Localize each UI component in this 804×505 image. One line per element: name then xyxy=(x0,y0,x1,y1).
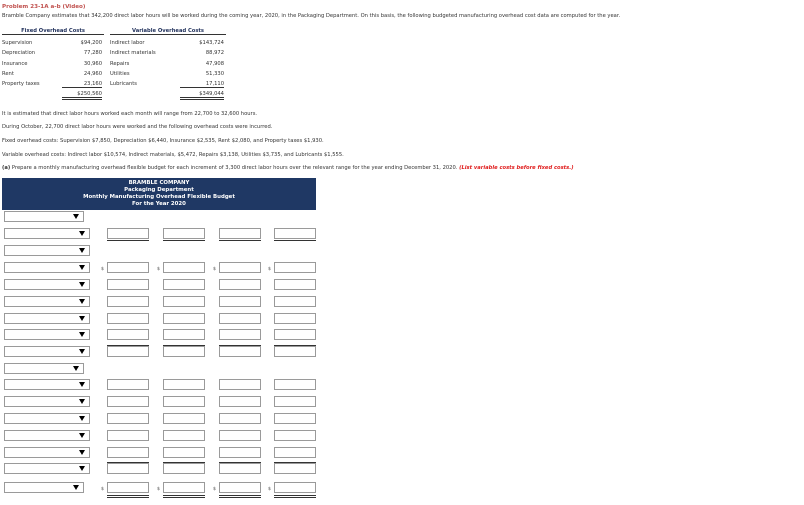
fixed-cost-label: Rent xyxy=(2,71,14,77)
cost-amount-input[interactable] xyxy=(107,313,149,324)
fixed-cost-label: Property taxes xyxy=(2,81,40,87)
chevron-down-icon xyxy=(79,382,85,387)
cost-amount-input[interactable] xyxy=(219,279,261,290)
fixed-cost-value: 23,160 xyxy=(62,81,102,88)
cost-amount-input[interactable] xyxy=(107,447,149,458)
cost-item-select[interactable] xyxy=(4,430,90,441)
underline xyxy=(274,345,316,346)
variable-cost-label: Utilities xyxy=(110,71,130,77)
variable-cost-value: 17,110 xyxy=(180,81,224,88)
cost-amount-input[interactable] xyxy=(274,313,316,324)
total-label-select[interactable] xyxy=(4,482,84,493)
chevron-down-icon xyxy=(79,332,85,337)
variable-cost-value: 51,330 xyxy=(205,71,224,77)
fixed-cost-value: 30,960 xyxy=(83,61,102,67)
chevron-down-icon xyxy=(79,231,85,236)
section-label-select[interactable] xyxy=(4,363,84,374)
fixed-costs-header: Fixed Overhead Costs xyxy=(2,28,104,35)
cost-amount-input[interactable] xyxy=(163,379,205,390)
subtotal-input[interactable] xyxy=(219,463,261,474)
cost-amount-input[interactable] xyxy=(107,430,149,441)
double-underline xyxy=(274,495,316,498)
cost-amount-input[interactable] xyxy=(163,396,205,407)
cost-amount-input[interactable] xyxy=(163,296,205,307)
question-a xyxy=(2,165,574,171)
variable-cost-value: 88,972 xyxy=(205,50,224,56)
underline xyxy=(219,462,261,463)
cost-amount-input[interactable] xyxy=(219,329,261,340)
cost-amount-input[interactable] xyxy=(163,313,205,324)
cost-item-select[interactable] xyxy=(4,379,90,390)
paragraph-variable-costs: Variable overhead costs: Indirect labor $10,574, Indirect materials, $5,472, Repairs $3,138, Utilities $3,735, and Lubricants $1,555. xyxy=(2,152,344,158)
cost-item-select[interactable] xyxy=(4,279,90,290)
paragraph-october-hours: During October, 22,700 direct labor hours were worked and the following overhead costs were incurred. xyxy=(2,124,273,130)
underline xyxy=(107,462,149,463)
underline xyxy=(163,462,205,463)
chevron-down-icon xyxy=(79,248,85,253)
chevron-down-icon xyxy=(79,282,85,287)
cost-item-select[interactable] xyxy=(4,329,90,340)
cost-amount-input[interactable] xyxy=(107,329,149,340)
cost-item-select[interactable] xyxy=(4,262,90,273)
problem-title: Problem 23-1A a-b (Video) xyxy=(2,4,86,10)
double-underline xyxy=(219,495,261,498)
underline xyxy=(274,240,316,241)
cost-amount-input[interactable] xyxy=(219,396,261,407)
chevron-down-icon xyxy=(79,399,85,404)
dollar-sign: $ xyxy=(101,267,104,272)
cost-amount-input[interactable] xyxy=(219,313,261,324)
activity-level-input[interactable] xyxy=(163,228,205,239)
subtotal-input[interactable] xyxy=(107,463,149,474)
fixed-costs-table xyxy=(2,28,104,35)
total-amount-input[interactable] xyxy=(163,482,205,493)
chevron-down-icon xyxy=(79,316,85,321)
variable-cost-value: 47,908 xyxy=(205,61,224,67)
budget-banner xyxy=(2,178,316,210)
chevron-down-icon xyxy=(79,299,85,304)
variable-cost-label: Repairs xyxy=(110,61,130,67)
total-amount-input[interactable] xyxy=(274,482,316,493)
cost-amount-input[interactable] xyxy=(163,413,205,424)
variable-costs-header: Variable Overhead Costs xyxy=(110,28,226,35)
double-underline xyxy=(163,495,205,498)
chevron-down-icon xyxy=(79,265,85,270)
activity-level-input[interactable] xyxy=(274,228,316,239)
cost-amount-input[interactable] xyxy=(274,396,316,407)
banner-department: Packaging Department xyxy=(124,187,194,193)
cost-amount-input[interactable] xyxy=(274,447,316,458)
question-a-text: Prepare a monthly manufacturing overhead flexible budget for each increment of 3,300 direct labor hours over the relevant range for the year ending December 31, 2020. xyxy=(11,165,458,171)
total-amount-input[interactable] xyxy=(219,482,261,493)
activity-level-input[interactable] xyxy=(219,228,261,239)
question-a-note: (List variable costs before fixed costs.) xyxy=(459,165,574,171)
cost-amount-input[interactable] xyxy=(107,413,149,424)
section-label-select[interactable] xyxy=(4,245,90,256)
fixed-cost-value: 24,960 xyxy=(83,71,102,77)
total-amount-input[interactable] xyxy=(107,482,149,493)
cost-item-select[interactable] xyxy=(4,413,90,424)
underline xyxy=(219,345,261,346)
cost-amount-input[interactable] xyxy=(219,447,261,458)
activity-level-input[interactable] xyxy=(107,228,149,239)
variable-cost-label: Lubricants xyxy=(110,81,138,87)
variable-cost-value: $143,724 xyxy=(199,40,224,46)
subtotal-label-select[interactable] xyxy=(4,346,90,357)
chevron-down-icon xyxy=(73,214,79,219)
cost-amount-input[interactable] xyxy=(107,296,149,307)
underline xyxy=(274,462,316,463)
chevron-down-icon xyxy=(79,433,85,438)
cost-amount-input[interactable] xyxy=(163,279,205,290)
paragraph-hours-range: It is estimated that direct labor hours worked each month will range from 22,700 to 32,600 hours. xyxy=(2,111,258,117)
variable-costs-total: $349,044 xyxy=(180,91,224,100)
cost-amount-input[interactable] xyxy=(274,379,316,390)
underline xyxy=(219,240,261,241)
cost-amount-input[interactable] xyxy=(274,262,316,273)
fixed-cost-value: 77,280 xyxy=(83,50,102,56)
subtotal-input[interactable] xyxy=(274,463,316,474)
subtotal-input[interactable] xyxy=(163,463,205,474)
question-a-label: (a) xyxy=(2,165,11,171)
fixed-costs-total: $250,560 xyxy=(62,91,102,100)
subtotal-input[interactable] xyxy=(274,346,316,357)
problem-intro: Bramble Company estimates that 342,200 direct labor hours will be worked during the coming year, 2020, in the Packaging Department. On this basis, the following budgeted manufacturing overhead cost data are computed for the year. xyxy=(2,13,621,19)
cost-item-select[interactable] xyxy=(4,296,90,307)
cost-amount-input[interactable] xyxy=(274,329,316,340)
fixed-cost-label: Insurance xyxy=(2,61,28,67)
subtotal-input[interactable] xyxy=(107,346,149,357)
cost-amount-input[interactable] xyxy=(163,430,205,441)
dollar-sign: $ xyxy=(157,267,160,272)
cost-amount-input[interactable] xyxy=(107,379,149,390)
dollar-sign: $ xyxy=(213,267,216,272)
subtotal-input[interactable] xyxy=(219,346,261,357)
dollar-sign: $ xyxy=(101,487,104,492)
banner-period: For the Year 2020 xyxy=(132,201,186,207)
underline xyxy=(107,240,149,241)
cost-item-select[interactable] xyxy=(4,313,90,324)
activity-level-select[interactable] xyxy=(4,228,90,239)
fixed-cost-label: Depreciation xyxy=(2,50,36,56)
underline xyxy=(163,345,205,346)
cost-item-select[interactable] xyxy=(4,396,90,407)
dollar-sign: $ xyxy=(268,487,271,492)
budget-header-select[interactable] xyxy=(4,211,84,222)
chevron-down-icon xyxy=(73,366,79,371)
double-underline xyxy=(107,495,149,498)
subtotal-input[interactable] xyxy=(163,346,205,357)
subtotal-label-select[interactable] xyxy=(4,463,90,474)
cost-item-select[interactable] xyxy=(4,447,90,458)
chevron-down-icon xyxy=(79,349,85,354)
chevron-down-icon xyxy=(79,466,85,471)
cost-amount-input[interactable] xyxy=(274,279,316,290)
cost-amount-input[interactable] xyxy=(107,279,149,290)
underline xyxy=(163,240,205,241)
variable-cost-label: Indirect materials xyxy=(110,50,156,56)
cost-amount-input[interactable] xyxy=(163,447,205,458)
chevron-down-icon xyxy=(79,416,85,421)
underline xyxy=(107,345,149,346)
variable-cost-label: Indirect labor xyxy=(110,40,145,46)
cost-amount-input[interactable] xyxy=(219,296,261,307)
cost-amount-input[interactable] xyxy=(219,413,261,424)
cost-amount-input[interactable] xyxy=(274,296,316,307)
banner-company: BRAMBLE COMPANY xyxy=(128,180,190,186)
cost-amount-input[interactable] xyxy=(107,262,149,273)
chevron-down-icon xyxy=(73,485,79,490)
chevron-down-icon xyxy=(79,450,85,455)
fixed-cost-value: $94,200 xyxy=(80,40,102,46)
dollar-sign: $ xyxy=(157,487,160,492)
paragraph-fixed-costs: Fixed overhead costs: Supervision $7,850, Depreciation $6,440, Insurance $2,535, Rent $2,080, and Property taxes $1,930. xyxy=(2,138,324,144)
cost-amount-input[interactable] xyxy=(163,329,205,340)
cost-amount-input[interactable] xyxy=(107,396,149,407)
cost-amount-input[interactable] xyxy=(219,379,261,390)
cost-amount-input[interactable] xyxy=(219,262,261,273)
fixed-cost-label: Supervision xyxy=(2,40,33,46)
cost-amount-input[interactable] xyxy=(274,413,316,424)
cost-amount-input[interactable] xyxy=(163,262,205,273)
cost-amount-input[interactable] xyxy=(219,430,261,441)
dollar-sign: $ xyxy=(268,267,271,272)
cost-amount-input[interactable] xyxy=(274,430,316,441)
dollar-sign: $ xyxy=(213,487,216,492)
banner-report-title: Monthly Manufacturing Overhead Flexible Budget xyxy=(83,194,235,200)
